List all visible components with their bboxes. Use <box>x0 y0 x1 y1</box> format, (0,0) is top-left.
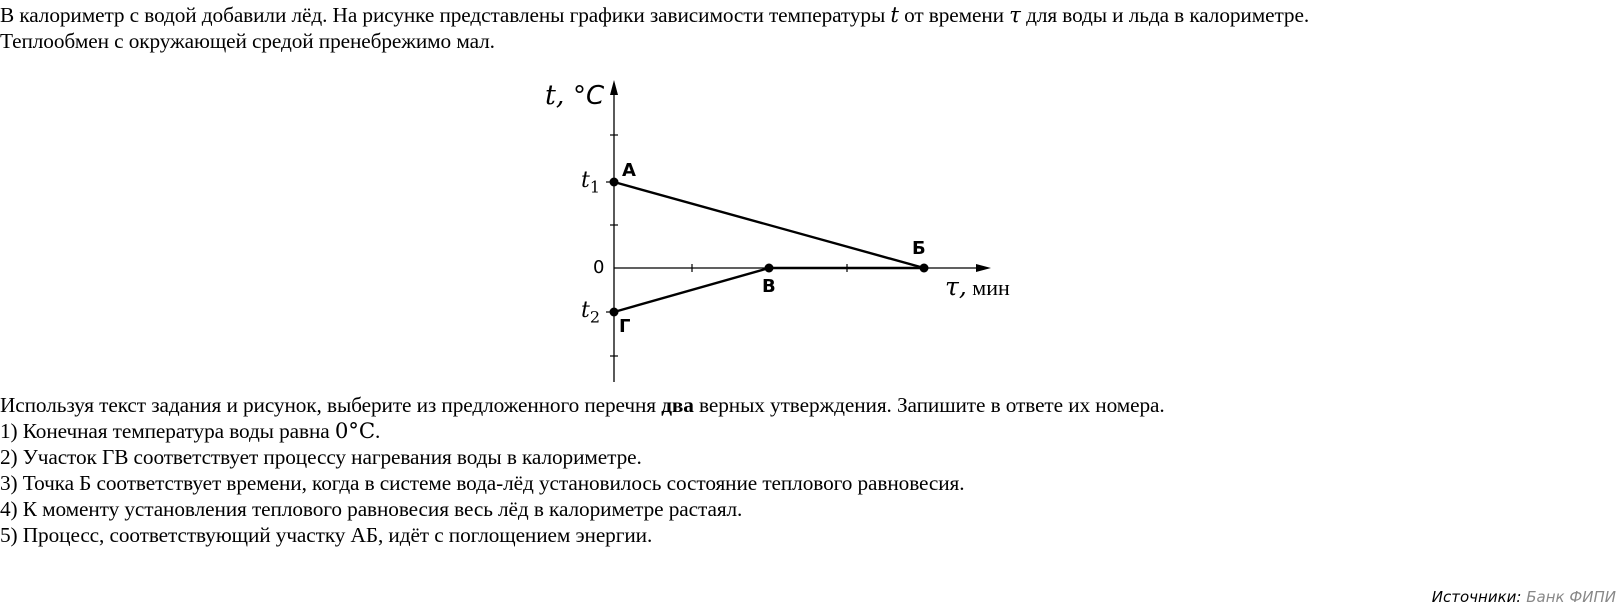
source-link[interactable]: Банк ФИПИ <box>1526 588 1616 606</box>
point-G-label: Г <box>619 316 631 337</box>
point-V <box>765 264 774 273</box>
t2-tick-label: $t_2$ <box>581 298 601 327</box>
x-axis-arrow-icon <box>976 264 991 272</box>
point-G <box>610 308 619 317</box>
zero-tick-label: 0 <box>593 257 605 278</box>
instruction-text-a: Используя текст задания и рисунок, выберите из предложенного перечня <box>0 393 662 417</box>
y-ticks <box>606 135 618 356</box>
intro-text-b: от времени <box>898 3 1010 27</box>
point-B <box>920 264 929 273</box>
option-4: 4) К моменту установления теплового равновесия весь лёд в калориметре растаял. <box>0 497 743 521</box>
x-axis-label: τ, мин <box>945 272 1010 301</box>
problem-intro-line1 <box>0 2 1309 29</box>
point-A-label: А <box>622 160 636 181</box>
line-AB <box>614 182 924 268</box>
source-line <box>1432 588 1616 606</box>
option-1: 1) Конечная температура воды равна 0°C. <box>0 419 381 444</box>
point-B-label: Б <box>912 238 926 259</box>
option-2: 2) Участок ГВ соответствует процессу нагревания воды в калориметре. <box>0 445 642 469</box>
point-V-label: В <box>762 276 776 297</box>
t1-tick-label: $t_1$ <box>581 168 601 197</box>
instruction-bold: два <box>661 393 694 417</box>
temperature-time-chart <box>540 70 1060 400</box>
instruction <box>0 392 1165 418</box>
option-5: 5) Процесс, соответствующий участку АБ, идёт с поглощением энергии. <box>0 523 653 547</box>
y-axis-label: t, °C <box>545 80 605 111</box>
var-tau: τ <box>1009 3 1021 28</box>
instruction-text-b: верных утверждения. Запишите в ответе их номера. <box>693 393 1165 417</box>
option-3: 3) Точка Б соответствует времени, когда в системе вода-лёд установилось состояние теплового равновесия. <box>0 471 965 495</box>
problem-intro-line2: Теплообмен с окружающей средой пренебрежимо мал. <box>0 29 495 53</box>
line-GV <box>614 268 769 312</box>
point-A <box>610 178 619 187</box>
chart-canvas <box>540 70 1060 400</box>
source-label: Источники: <box>1431 588 1522 606</box>
var-t: t <box>890 3 899 28</box>
y-axis-arrow-icon <box>610 80 618 95</box>
intro-text-c: для воды и льда в калориметре. <box>1020 3 1310 27</box>
intro-text-a: В калориметр с водой добавили лёд. На рисунке представлены графики зависимости температуры <box>0 3 891 27</box>
